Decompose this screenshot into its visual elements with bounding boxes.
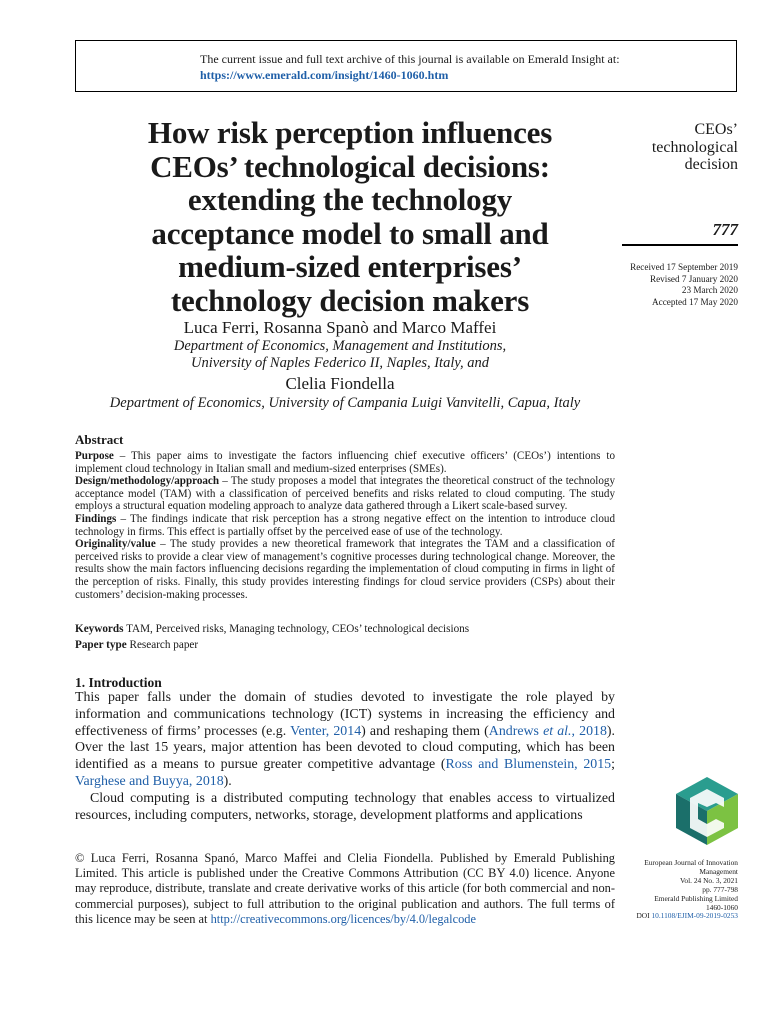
intro-text: ; (611, 757, 615, 773)
notice-text: The current issue and full text archive of this journal is available on Emerald Insight at: (200, 52, 620, 66)
intro-text: ). Over the last 15 years, major attention has been devoted to cloud computing, which has been identified as a means to pursue greater competitive advantage ( (75, 723, 616, 773)
keywords-text: TAM, Perceived risks, Managing technology, CEOs’ technological decisions (123, 623, 470, 635)
running-head-line: decision (684, 156, 738, 173)
intro-body (75, 690, 615, 824)
page-number-rule (622, 244, 738, 246)
purpose-text: – This paper aims to investigate the factors influencing chief executive officers’ (CEOs’) intentions to implement cloud technology in Italian small and medium-sized enterprises (SMEs). (75, 450, 615, 475)
doi-label: DOI (636, 911, 652, 921)
originality-label: Originality/value (75, 538, 156, 551)
purpose-label: Purpose (75, 450, 114, 462)
running-head-line: CEOs’ (694, 121, 738, 138)
intro-text: ) and reshaping them ( (361, 723, 489, 739)
citation-year: , 2018 (571, 723, 607, 739)
journal-name: European Journal of Innovation (644, 858, 738, 867)
abstract-originality (75, 538, 615, 601)
title-line: CEOs’ technological decisions: (150, 148, 550, 184)
citation-author: Andrews (488, 723, 544, 739)
paper-type (75, 639, 615, 651)
section-heading: 1. Introduction (75, 675, 162, 690)
title-line: How risk perception influences (147, 115, 553, 150)
citation-link[interactable] (489, 724, 607, 739)
notice-url-link[interactable]: https://www.emerald.com/insight/1460-1060.htm (200, 68, 449, 82)
journal-info (610, 859, 738, 921)
journal-notice-box (75, 40, 737, 92)
journal-publisher: Emerald Publishing Limited (654, 893, 738, 903)
title-line: medium-sized enterprises’ (178, 249, 522, 284)
copyright-notice (75, 851, 615, 927)
affiliation-line: Department of Economics, Management and Institutions, (173, 338, 507, 354)
running-head-line: technological (651, 138, 738, 156)
running-head (610, 121, 738, 174)
journal-name-2: Management (699, 866, 738, 876)
authors: Luca Ferri, Rosanna Spanò and Marco Maffei (183, 318, 497, 337)
intro-paragraph-1 (75, 690, 615, 791)
keywords (75, 623, 615, 635)
keywords-label: Keywords (75, 623, 124, 635)
doi-link[interactable]: 10.1108/EJIM-09-2019-0253 (651, 911, 738, 921)
doi (610, 912, 738, 921)
intro-text: ). (223, 773, 232, 789)
paper-type-text: Research paper (126, 639, 199, 651)
title-line: extending the technology (187, 182, 513, 217)
title-line: acceptance model to small and (151, 215, 549, 251)
copyright-text: © Luca Ferri, Rosanna Spanó, Marco Maffei and Clelia Fiondella. Published by Emerald Publishing Limited. This article is published under the Creative Commons Attribution (CC BY 4.0) licence. Anyone may reproduce, distribute, translate and create derivative works of this article (for both commercial and non-commercial purposes), subject to full attribution to the original publication and authors. The full terms of this licence may be seen at (75, 851, 615, 926)
citation-link[interactable]: Varghese and Buyya, 2018 (75, 773, 224, 789)
findings-text: – The findings indicate that risk perception has a strong negative effect on the intention to introduce cloud technology in firms. This effect is partially offset by the perceived ease of use of the technology. (75, 512, 615, 538)
emerald-logo-icon (676, 777, 738, 845)
intro-text: This paper falls under the domain of studies devoted to investigate the role played by information and communications technology (ICT) systems in increasing the efficiency and effectiveness of firms’ processes (e.g. (75, 690, 615, 739)
article-title (95, 116, 605, 317)
journal-pages: pp. 777-798 (702, 884, 738, 894)
date-revised-2: 23 March 2020 (681, 285, 738, 296)
licence-link[interactable]: http://creativecommons.org/licences/by/4.0/legalcode (210, 911, 476, 926)
abstract-design (75, 475, 615, 513)
journal-volume: Vol. 24 No. 3, 2021 (680, 875, 738, 885)
date-revised: Revised 7 January 2020 (649, 273, 738, 284)
intro-paragraph-2: Cloud computing is a distributed computing technology that enables access to virtualized resources, including computers, networks, storage, development platforms and applications (75, 790, 615, 823)
affiliation-line: University of Naples Federico II, Naples, Italy, and (190, 355, 489, 371)
citation-link[interactable]: Ross and Blumenstein, 2015 (445, 757, 612, 773)
originality-text: – The study provides a new theoretical framework that integrates the TAM and a classification of perceived risks to provide a clear view of management’s cognitive processes during technological change. Moreover, the results show the main factors influencing decisions regarding the implementation of cloud computing in firms in light of the perception of risks. Finally, this study provides interesting findings for cloud service providers (CSPs) about their customers’ decision-making processes. (75, 538, 615, 601)
title-line: technology decision makers (170, 282, 530, 318)
design-text: – The study proposes a model that integrates the theoretical construct of the technology acceptance model (TAM) with a classification of perceived benefits and risks related to cloud computing. The study employs a structural equation modeling approach to analyze data gathered through a Likert scale-based survey. (75, 475, 615, 513)
abstract-heading: Abstract (75, 432, 124, 447)
author-2: Clelia Fiondella (285, 374, 395, 393)
citation-etal: et al. (543, 723, 572, 739)
findings-label: Findings (75, 512, 117, 525)
citation-link[interactable]: Venter, 2014 (290, 723, 362, 739)
affiliation-2: Department of Economics, University of Campania Luigi Vanvitelli, Capua, Italy (109, 395, 581, 411)
abstract-purpose (75, 450, 615, 475)
date-accepted: Accepted 17 May 2020 (652, 296, 738, 307)
article-dates (600, 262, 738, 308)
design-label: Design/methodology/approach (75, 475, 220, 488)
abstract-body (75, 450, 615, 601)
journal-issn: 1460-1060 (705, 902, 738, 912)
page-number: 777 (712, 220, 738, 239)
abstract-findings (75, 513, 615, 538)
paper-type-label: Paper type (75, 639, 127, 651)
date-received: Received 17 September 2019 (630, 262, 738, 272)
